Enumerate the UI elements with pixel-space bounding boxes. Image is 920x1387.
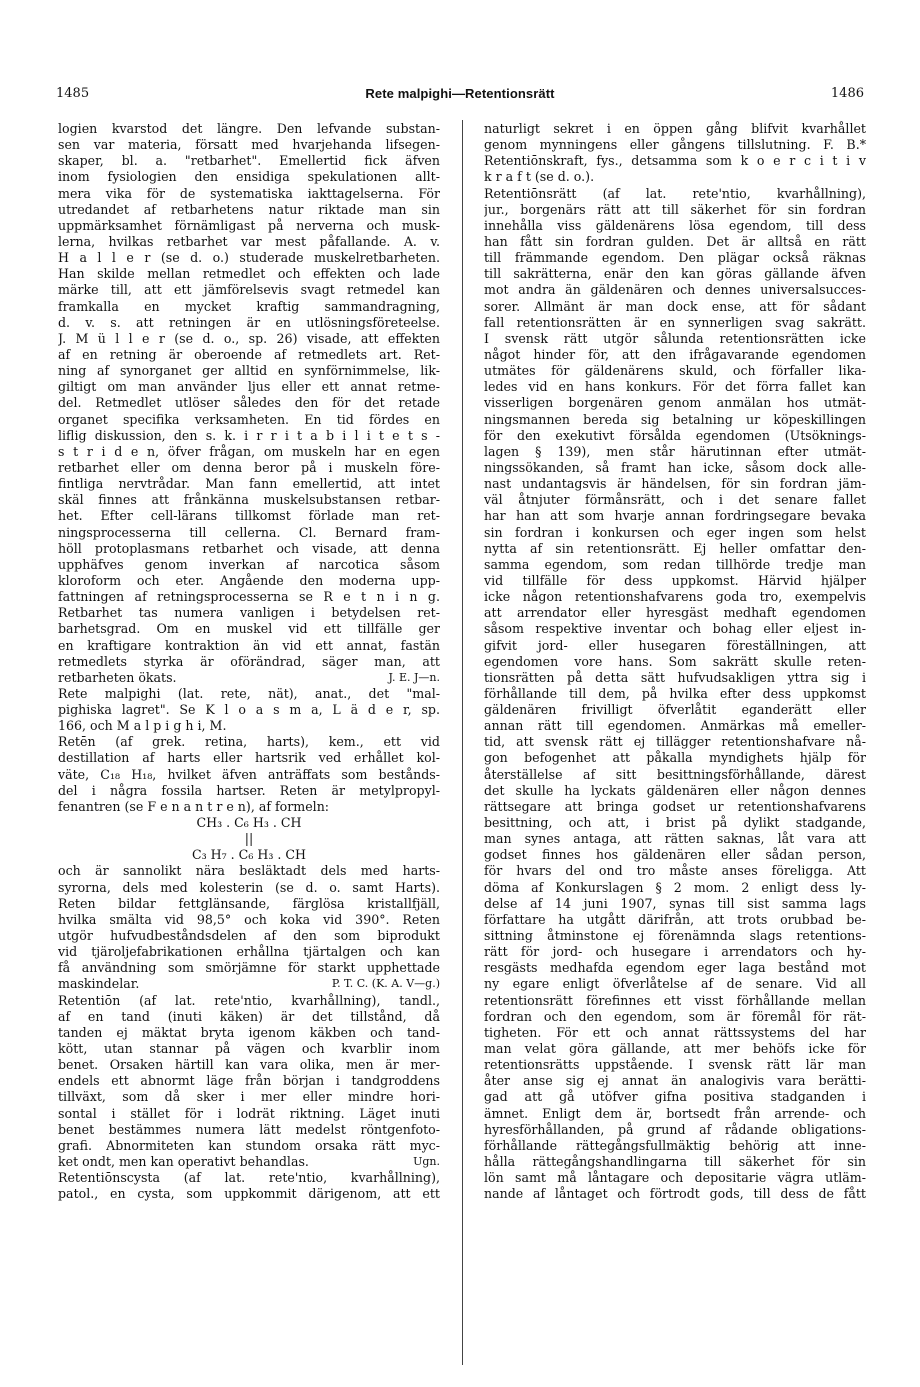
- line-text: skaper, bl. a. "retbarhet". Emellertid fick äfven: [58, 153, 440, 169]
- line-text: pighiska lagret". Se K l o a s m a, L ä d e r, sp.: [58, 702, 440, 718]
- text-line: [484, 121, 866, 137]
- text-line: [58, 670, 440, 686]
- line-text: kloroform och eter. Angående den moderna upp-: [58, 572, 440, 588]
- line-text: såsom respektive inventar och bohag eller eljest in-: [484, 621, 866, 637]
- line-text: af en tand (inuti käken) är det tillstånd, då: [58, 1008, 440, 1024]
- text-line: [58, 250, 440, 266]
- text-line: [484, 525, 866, 541]
- text-line: [484, 928, 866, 944]
- line-text: naturligt sekret i en öppen gång blifvit kvarhållet: [484, 121, 866, 136]
- text-line: [58, 557, 440, 573]
- text-line: [484, 1186, 866, 1202]
- line-text: d. v. s. att retningen är en utlösningsföreteelse.: [58, 314, 440, 330]
- text-line: [58, 1106, 440, 1122]
- line-text: tionsrätten på detta sätt hufvudsakligen yttra sig i: [484, 669, 866, 685]
- text-line: [58, 428, 440, 444]
- line-text: sen var materia, försatt med hvarjehanda lifsegen-: [58, 137, 440, 153]
- text-line: [58, 379, 440, 395]
- text-line: [58, 976, 440, 992]
- line-text: och är sannolikt nära besläktadt dels med harts-: [58, 863, 440, 879]
- line-text: det skulle ha lyckats gäldenären eller någon dennes: [484, 782, 866, 798]
- text-line: [484, 460, 866, 476]
- line-text: gon befogenhet att påkalla myndighets hjälp för: [484, 750, 866, 766]
- text-line: [484, 863, 866, 879]
- line-text: sontal i stället för i lodrät riktning. Läget inuti: [58, 1105, 440, 1121]
- text-line: [58, 492, 440, 508]
- line-text: fintliga nervtrådar. Man fann emellertid, att intet: [58, 476, 440, 492]
- text-line: [484, 783, 866, 799]
- line-text: för hvars del ond tro måste anses föreligga. Att: [484, 863, 866, 879]
- line-text: syrorna, dels med kolesterin (se d. o. samt Harts).: [58, 879, 440, 895]
- text-line: [58, 767, 440, 783]
- line-text: ny egare enligt öfverlåtelse af de senare. Vid all: [484, 976, 866, 992]
- line-text: het. Efter cell-lärans tillkomst förlade man ret-: [58, 508, 440, 524]
- text-line: [58, 282, 440, 298]
- line-text: ledes vid en hans konkurs. För det förra fallet kan: [484, 379, 866, 395]
- line-text: mera vika för de systematiska iakttagelserna. För: [58, 185, 440, 201]
- line-text: destillation af harts eller hartsrik ved erhållet kol-: [58, 750, 440, 766]
- text-line: [484, 299, 866, 315]
- text-line: [484, 831, 866, 847]
- column-divider: [462, 120, 463, 1365]
- line-text: liflig diskussion, den s. k. i r r i t a b i l i t e t s -: [58, 427, 440, 443]
- text-line: [484, 1154, 866, 1170]
- text-line: [58, 476, 440, 492]
- text-line: [58, 347, 440, 363]
- line-text: I svensk rätt utgör sålunda retentionsrätten icke: [484, 330, 866, 346]
- line-text: utmätes för gäldenärens skuld, och förfaller lika-: [484, 363, 866, 379]
- line-text: fenantren (se F e n a n t r e n), af formeln:: [58, 798, 330, 814]
- line-text: nytta af sin retentionsrätt. Ej heller omfattar den-: [484, 540, 866, 556]
- text-line: [58, 315, 440, 331]
- text-line: [58, 847, 440, 863]
- text-line: [484, 993, 866, 1009]
- text-line: [58, 783, 440, 799]
- page-number-left: 1485: [56, 86, 90, 101]
- text-line: [58, 799, 440, 815]
- text-line: [484, 1170, 866, 1186]
- text-line: [484, 508, 866, 524]
- text-line: [58, 137, 440, 153]
- line-text: förhållande rättegångsfullmäktig behörig att inne-: [484, 1137, 866, 1153]
- line-text: annan rätt till egendomen. Anmärkas må emeller-: [484, 718, 866, 734]
- line-text: visserligen borgenären genom anmälan hos utmät-: [484, 395, 866, 411]
- line-text: få användning som smörjämne för starkt upphettade: [58, 960, 440, 976]
- line-text: retbarhet eller om denna beror på i muskeln före-: [58, 459, 440, 475]
- text-line: [484, 541, 866, 557]
- text-line: [58, 1089, 440, 1105]
- line-text: något hinder för, att den ifrågavarande egendomen: [484, 346, 866, 362]
- running-header: [56, 86, 864, 104]
- line-text: del i några fossila hartser. Reten är metylpropyl-: [58, 782, 440, 798]
- text-line: [484, 315, 866, 331]
- text-line: [484, 880, 866, 896]
- text-line: [484, 379, 866, 395]
- line-text: grafi. Abnormiteten kan stundom orsaka rätt myc-: [58, 1137, 440, 1153]
- text-line: [58, 525, 440, 541]
- line-text: man velat göra gällande, att mer behöfs icke för: [484, 1041, 866, 1057]
- line-text: logien kvarstod det längre. Den lefvande substan-: [58, 121, 440, 136]
- line-text: retbarheten ökats.: [58, 669, 177, 685]
- line-text: skäl finnes att frånkänna muskelsubstansen retbar-: [58, 492, 440, 508]
- text-line: [58, 1041, 440, 1057]
- text-line: [58, 815, 440, 831]
- line-text: Retentiōnsrätt (af lat. rete'ntio, kvarhållning),: [484, 185, 866, 201]
- line-text: en kraftigare kontraktion än vid ett annat, fastän: [58, 637, 440, 653]
- text-line: [484, 1073, 866, 1089]
- line-text: utgör hufvudbeståndsdelen af den som biprodukt: [58, 928, 440, 944]
- text-line: [484, 412, 866, 428]
- line-text: egendomen vore hans. Som sakrätt skulle reten-: [484, 653, 866, 669]
- line-text: sin fordran i konkursen och eger ingen som helst: [484, 524, 866, 540]
- line-text: barhetsgrad. Om en muskel vid ett tillfälle ger: [58, 621, 440, 637]
- line-text: s t r i d e n, öfver frågan, om muskeln har en egen: [58, 443, 440, 459]
- text-line: [484, 557, 866, 573]
- text-line: [58, 1138, 440, 1154]
- text-line: [484, 347, 866, 363]
- text-line: [58, 573, 440, 589]
- text-line: [484, 218, 866, 234]
- line-text: upphäfves genom inverkan af narcotica såsom: [58, 556, 440, 572]
- text-line: [58, 912, 440, 928]
- text-line: [484, 815, 866, 831]
- text-line: [58, 686, 440, 702]
- text-line: [484, 767, 866, 783]
- line-text: icke någon retentionshafvarens goda tro, exempelvis: [484, 589, 866, 605]
- text-line: [58, 638, 440, 654]
- text-line: [484, 1041, 866, 1057]
- line-text: vid tillfälle för dess uppkomst. Härvid hjälper: [484, 572, 866, 588]
- text-line: [484, 169, 866, 185]
- author-signature: J. E. J—n.: [388, 670, 440, 684]
- line-text: hvilka smälta vid 98,5° och koka vid 390°. Reten: [58, 911, 440, 927]
- line-text: retentionsrätts uppstående. I svensk rätt lär man: [484, 1057, 866, 1073]
- text-line: [484, 1009, 866, 1025]
- text-line: [484, 654, 866, 670]
- text-line: [484, 1057, 866, 1073]
- line-text: af en retning är oberoende af retmedlets art. Ret-: [58, 346, 440, 362]
- text-line: [58, 541, 440, 557]
- line-text: rätt för jord- och husegare i arrendators och hy-: [484, 944, 866, 960]
- text-line: [484, 1106, 866, 1122]
- line-text: förhållande till dem, på hvilka efter dess uppkomst: [484, 685, 866, 701]
- line-text: Reten bildar fettglänsande, färglösa kristallfjäll,: [58, 895, 440, 911]
- text-line: [484, 605, 866, 621]
- line-text: för den exekutivt försålda egendomen (Utsöknings-: [484, 427, 866, 443]
- line-text: åter anse sig ej annat än analogivis vara berätti-: [484, 1073, 866, 1089]
- line-text: fordran och den egendom, som är föremål för rät-: [484, 1008, 866, 1024]
- line-text: ning af synorganet ger alltid en synförnimmelse, lik-: [58, 363, 440, 379]
- line-text: ningsmannen bereda sig betalning ur köpeskillingen: [484, 411, 866, 427]
- line-text: C₃ H₇ . C₆ H₃ . CH: [191, 847, 307, 863]
- line-text: patol., en cysta, som uppkommit därigenom, att ett: [58, 1186, 440, 1202]
- text-line: [484, 234, 866, 250]
- text-line: [58, 928, 440, 944]
- line-text: retmedlets styrka är oförändrad, säger man, att: [58, 653, 440, 669]
- line-text: ket ondt, men kan operativt behandlas.: [58, 1154, 309, 1169]
- author-signature: P. T. C. (K. A. V—g.): [331, 977, 440, 991]
- text-line: [58, 202, 440, 218]
- text-line: [58, 1009, 440, 1025]
- line-text: till främmande egendom. Den plägar också räknas: [484, 250, 866, 266]
- text-line: [484, 202, 866, 218]
- line-text: ämnet. Enligt dem är, bortsedt från arrende- och: [484, 1105, 866, 1121]
- text-line: [58, 412, 440, 428]
- line-text: framkalla en mycket kraftig sammandragning,: [58, 298, 440, 314]
- line-text: tigheten. För ett och annat rättssystems del har: [484, 1024, 866, 1040]
- line-text: innehålla viss gäldenärens lösa egendom, till dess: [484, 217, 866, 233]
- text-line: [58, 654, 440, 670]
- line-text: samma egendom, som redan tillhörde tredje man: [484, 556, 866, 572]
- line-text: hyresförhållanden, på grund af rådande obligations-: [484, 1121, 866, 1137]
- line-text: godset finnes hos gäldenären eller sådan person,: [484, 847, 866, 863]
- line-text: genom mynningens eller gångens tillslutning. F. B.*: [484, 137, 866, 153]
- line-text: lerna, hvilkas retbarhet var mest påfallande. A. v.: [58, 233, 440, 249]
- line-text: retentionsrätt förefinnes ett visst förhållande mellan: [484, 992, 866, 1008]
- line-text: organet specifika verksamheten. En tid fördes en: [58, 411, 440, 427]
- line-text: återställelse af sitt besittningsförhållande, därest: [484, 766, 866, 782]
- text-line: [58, 218, 440, 234]
- running-title: Rete malpighi—Retentionsrätt: [365, 86, 555, 101]
- text-line: [484, 137, 866, 153]
- text-line: [58, 1025, 440, 1041]
- line-text: nande af låntaget och förtrodt gods, till dess de fått: [484, 1186, 866, 1202]
- line-text: H a l l e r (se d. o.) studerade muskelretbarheten.: [58, 250, 440, 266]
- line-text: 166, och M a l p i g h i, M.: [58, 718, 227, 734]
- text-line: [58, 734, 440, 750]
- text-line: [58, 508, 440, 524]
- line-text: fall retentionsrätten är en synnerligen svag sakrätt.: [484, 314, 866, 330]
- line-text: tanden ej mäktat bryta igenom käkben och tand-: [58, 1024, 440, 1040]
- line-text: han fått sin fordran gulden. Det är alltså en rätt: [484, 233, 866, 249]
- line-text: Han skilde mellan retmedlet och effekten och lade: [58, 266, 440, 282]
- line-text: k r a f t (se d. o.).: [484, 169, 595, 185]
- page-number-right: 1486: [830, 86, 864, 101]
- line-text: författare ha utgått därifrån, att trots orubbad be-: [484, 911, 866, 927]
- line-text: nast undantagsvis är händelsen, för sin fordran jäm-: [484, 476, 866, 492]
- line-text: rättsegare att bringa godset ur retentionshafvarens: [484, 798, 866, 814]
- text-line: [484, 395, 866, 411]
- text-line: [58, 880, 440, 896]
- line-text: uppmärksamhet förnämligast på nerverna och musk-: [58, 217, 440, 233]
- line-text: Retēn (af grek. retina, harts), kem., ett vid: [58, 734, 440, 750]
- line-text: fattningen af retningsprocesserna se R e t n i n g.: [58, 589, 440, 605]
- line-text: märke till, att ett jämförelsevis svagt retmedel kan: [58, 282, 440, 298]
- line-text: väl åtnjuter förmånsrätt, och i det senare fallet: [484, 492, 866, 508]
- text-line: [484, 492, 866, 508]
- text-line: [484, 589, 866, 605]
- line-text: Retentiōn (af lat. rete'ntio, kvarhållning), tandl.,: [58, 992, 440, 1008]
- line-text: del. Retmedlet utlöser således den för det retade: [58, 395, 440, 411]
- line-text: Retbarhet tas numera vanligen i betydelsen ret-: [58, 605, 440, 621]
- text-line: [58, 331, 440, 347]
- text-line: [484, 912, 866, 928]
- text-line: [58, 621, 440, 637]
- text-line: [484, 750, 866, 766]
- text-line: [58, 1057, 440, 1073]
- line-text: delse af 14 juni 1907, synas till sist samma lags: [484, 895, 866, 911]
- line-text: till sakrätterna, enär den kan göras gällande äfven: [484, 266, 866, 282]
- line-text: döma af Konkurslagen § 2 mom. 2 enligt dess ly-: [484, 879, 866, 895]
- text-line: [58, 266, 440, 282]
- text-line: [484, 282, 866, 298]
- text-line: [484, 638, 866, 654]
- text-line: [484, 718, 866, 734]
- line-text: hålla rättegångshandlingarna till säkerhet för sin: [484, 1154, 866, 1169]
- text-line: [58, 944, 440, 960]
- line-text: Rete malpighi (lat. rete, nät), anat., det "mal-: [58, 685, 440, 701]
- text-line: [484, 976, 866, 992]
- text-line: [58, 1186, 440, 1202]
- line-text: resgästs medhafda egendom eger laga bestånd mot: [484, 960, 866, 976]
- line-text: inom fysiologien den ensidiga spekulationen allt-: [58, 169, 440, 185]
- text-line: [484, 1122, 866, 1138]
- text-line: [484, 250, 866, 266]
- text-line: [58, 186, 440, 202]
- text-line: [58, 1170, 440, 1186]
- line-text: utredandet af retbarhetens natur riktade man sin: [58, 201, 440, 217]
- line-text: Retentiōnscysta (af lat. rete'ntio, kvarhållning),: [58, 1170, 440, 1186]
- line-text: höll protoplasmans retbarhet och visade, att denna: [58, 540, 440, 556]
- line-text: endels ett abnormt läge från början i tandgroddens: [58, 1073, 440, 1089]
- text-line: [484, 702, 866, 718]
- text-line: [58, 169, 440, 185]
- line-text: kött, utan stannar på vägen och kvarblir inom: [58, 1041, 440, 1057]
- text-line: [484, 573, 866, 589]
- line-text: benet bestämmes numera lätt medelst röntgenfoto-: [58, 1121, 440, 1137]
- line-text: ningssökanden, så framt han icke, såsom dock alle-: [484, 459, 866, 475]
- right-column: [484, 121, 866, 1202]
- line-text: sittning åtminstone ej förenämnda slags retentions-: [484, 928, 866, 944]
- text-line: [484, 428, 866, 444]
- text-line: [484, 734, 866, 750]
- line-text: jur., borgenärs rätt att till säkerhet för sin fordran: [484, 201, 866, 217]
- text-line: [58, 1122, 440, 1138]
- line-text: tillväxt, som då sker i mer eller mindre hori-: [58, 1089, 440, 1105]
- text-line: [484, 363, 866, 379]
- text-line: [484, 476, 866, 492]
- line-text: har han att som hvarje annan fordringsegare bevaka: [484, 508, 866, 524]
- text-line: [484, 960, 866, 976]
- author-signature: Ugn.: [413, 1155, 440, 1168]
- text-line: [58, 750, 440, 766]
- text-line: [484, 670, 866, 686]
- text-line: [58, 702, 440, 718]
- text-line: [484, 153, 866, 169]
- text-line: [484, 331, 866, 347]
- text-line: [58, 896, 440, 912]
- text-line: [58, 363, 440, 379]
- left-column: [58, 121, 440, 1202]
- text-line: [484, 944, 866, 960]
- text-line: [484, 444, 866, 460]
- line-text: gifvit jord- eller husegaren föreställningen, att: [484, 637, 866, 653]
- text-line: [484, 847, 866, 863]
- line-text: gäldenären frivilligt öfverlåtit eganderätt eller: [484, 702, 866, 718]
- line-text: J. M ü l l e r (se d. o., sp. 26) visade, att effekten: [58, 330, 440, 346]
- text-line: [58, 234, 440, 250]
- text-line: [58, 831, 440, 847]
- line-text: att arrendator eller hyresgäst medhaft egendomen: [484, 605, 866, 621]
- text-line: [58, 993, 440, 1009]
- line-text: ||: [244, 831, 254, 847]
- text-line: [484, 1025, 866, 1041]
- text-line: [58, 444, 440, 460]
- text-line: [484, 1089, 866, 1105]
- text-line: [58, 299, 440, 315]
- text-line: [484, 1138, 866, 1154]
- text-line: [58, 863, 440, 879]
- text-line: [58, 121, 440, 137]
- text-line: [484, 799, 866, 815]
- line-text: lagen § 139), men står härutinnan efter utmät-: [484, 443, 866, 459]
- text-line: [484, 266, 866, 282]
- line-text: ningsprocesserna till cellerna. Cl. Bernard fram-: [58, 524, 440, 540]
- line-text: Retentiōnskraft, fys., detsamma som k o e r c i t i v: [484, 153, 866, 169]
- text-line: [58, 605, 440, 621]
- line-text: väte, C₁₈ H₁₈, hvilket äfven anträffats som bestånds-: [58, 766, 440, 782]
- line-text: man synes antaga, att rätten saknas, låt vara att: [484, 831, 866, 847]
- text-line: [58, 1073, 440, 1089]
- line-text: maskindelar.: [58, 976, 140, 992]
- line-text: vid tjäroljefabrikationen erhållna tjärtalgen och kan: [58, 944, 440, 960]
- text-line: [58, 1154, 440, 1170]
- text-line: [58, 960, 440, 976]
- line-text: benet. Orsaken härtill kan vara olika, men är mer-: [58, 1057, 440, 1073]
- line-text: giltigt om man använder ljus eller ett annat retme-: [58, 379, 440, 395]
- line-text: besittning, och att, i brist på dylikt stadgande,: [484, 815, 866, 831]
- text-line: [484, 621, 866, 637]
- line-text: lön samt må låntagare och depositarie vägra utläm-: [484, 1170, 866, 1186]
- text-line: [484, 686, 866, 702]
- text-line: [484, 896, 866, 912]
- line-text: mot andra än gäldenären och dennes universalsucces-: [484, 282, 866, 298]
- text-line: [58, 589, 440, 605]
- text-line: [58, 153, 440, 169]
- text-line: [58, 718, 440, 734]
- line-text: sorer. Allmänt är man dock ense, att för sådant: [484, 298, 866, 314]
- line-text: tid, att svensk rätt ej tillägger retentionshafvare nå-: [484, 734, 866, 750]
- text-line: [58, 460, 440, 476]
- text-line: [484, 186, 866, 202]
- text-line: [58, 395, 440, 411]
- line-text: gad att gå utöfver gifna positiva stadganden i: [484, 1089, 866, 1105]
- line-text: CH₃ . C₆ H₃ . CH: [196, 815, 302, 831]
